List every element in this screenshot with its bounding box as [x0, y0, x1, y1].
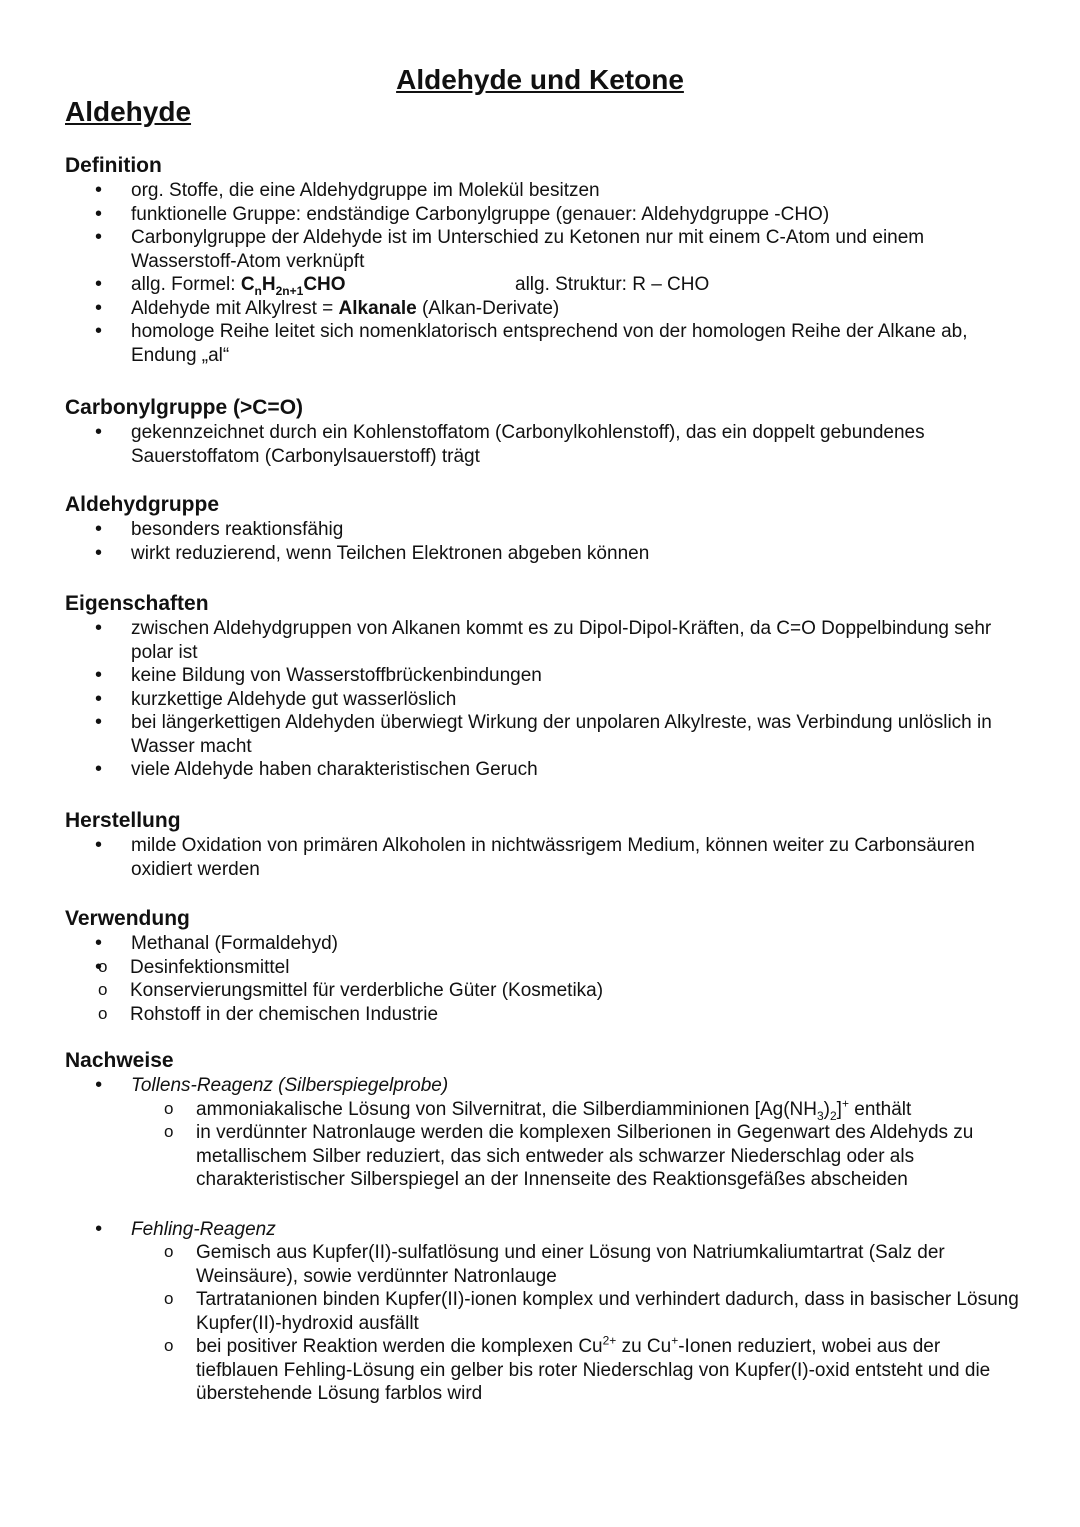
alkyl-note: (Alkan-Derivate) [416, 297, 560, 319]
section-herstellung [65, 808, 1025, 881]
section-verwendung [65, 906, 1025, 1026]
alkyl-text: Aldehyde mit Alkylrest = [131, 297, 339, 319]
general-formula [240, 274, 346, 298]
fehling-list [65, 1218, 1025, 1242]
sub-list-item: o • Desinfektionsmittel [0, 956, 1025, 980]
herstellung-list [65, 834, 1025, 881]
list-item: • kurzkettige Aldehyde gut wasserlöslich [65, 688, 1025, 712]
fehling-text-mid: zu Cu [616, 1336, 672, 1357]
herstellung-heading: Herstellung [65, 809, 181, 832]
nachweise-heading: Nachweise [65, 1049, 174, 1072]
formula-cho: CHO [303, 274, 346, 295]
sub-2: 2 [829, 1108, 837, 1123]
aldehydgruppe-list [65, 518, 1025, 565]
sub-list-item: o Rohstoff in der chemischen Industrie [0, 1003, 1025, 1027]
sup-plus: + [841, 1096, 849, 1111]
list-item: • funktionelle Gruppe: endständige Carbonylgruppe (genauer: Aldehydgruppe -CHO) [65, 203, 1025, 227]
formula-c: C [240, 274, 255, 295]
formula-h: H [261, 274, 276, 295]
tollens-sublist [131, 1098, 1025, 1192]
list-item: • homologe Reihe leitet sich nomenklatorisch entsprechend von der homologen Reihe der Alkane ab, Endung „al“ [65, 320, 1025, 367]
sub-list-item: o in verdünnter Natronlauge werden die komplexen Silberionen in Gegenwart des Aldehyds zu metallischem Silber reduziert, das sich entweder als schwarzer Niederschlag oder als charakteristischer Silberspiegel an der Innenseite des Reaktionsgefäßes abscheiden [65, 1121, 1025, 1192]
tollens-text: ammoniakalische Lösung von Silvernitrat, die Silberdiamminionen [Ag(NH [196, 1098, 817, 1120]
nachweise-list [65, 1074, 1025, 1098]
list-item: • org. Stoffe, die eine Aldehydgruppe im Molekül besitzen [65, 179, 1025, 203]
sup-2plus: 2+ [602, 1333, 617, 1348]
tollens-text-end: enthält [848, 1098, 912, 1120]
sublist-container [65, 956, 1025, 1027]
eigenschaften-list [65, 617, 1025, 782]
verwendung-sublist-wrap [65, 956, 1025, 1027]
sub-list-item [65, 1098, 1025, 1122]
carbonyl-list [65, 421, 1025, 468]
verwendung-list [65, 932, 1025, 956]
fehling-text-end: -Ionen reduziert, wobei aus der tiefblauen Fehling-Lösung ein gelber bis roter Niederschlag von Kupfer(I)-oxid entsteht und die überstehende Lösung farblos wird [196, 1336, 991, 1404]
sup-plus: + [671, 1333, 679, 1348]
list-item: • gekennzeichnet durch ein Kohlenstoffatom (Carbonylkohlenstoff), das ein doppelt gebundenes Sauerstoffatom (Carbonylsauerstoff) trägt [65, 421, 1025, 468]
carbonyl-heading: Carbonylgruppe (>C=O) [65, 396, 304, 419]
formula-2n1: 2n+1 [275, 283, 304, 298]
aldehydgruppe-heading: Aldehydgruppe [65, 493, 220, 516]
section-heading-aldehyde: Aldehyde [65, 96, 192, 127]
list-item: • keine Bildung von Wasserstoffbrückenbindungen [65, 664, 1025, 688]
bracket: ] [836, 1098, 842, 1120]
fehling-text: bei positiver Reaktion werden die komplexen Cu [196, 1336, 603, 1357]
definition-heading: Definition [65, 154, 162, 177]
list-item: • milde Oxidation von primären Alkoholen in nichtwässrigem Medium, können weiter zu Carbonsäuren oxidiert werden [65, 834, 1025, 881]
list-item-alkanale [65, 297, 1025, 321]
formula-n: n [254, 283, 262, 298]
alkanale-term: Alkanale [338, 297, 417, 319]
list-item: • Methanal (Formaldehyd) [65, 932, 1025, 956]
eigenschaften-heading: Eigenschaften [65, 592, 209, 615]
sub-3: 3 [816, 1108, 824, 1123]
page-title: Aldehyde und Ketone [396, 64, 684, 95]
section-aldehydgruppe [65, 492, 1025, 565]
list-item: • viele Aldehyde haben charakteristischen Geruch [65, 758, 1025, 782]
general-structure: allg. Struktur: R – CHO [515, 274, 710, 295]
section-nachweise [65, 1048, 1025, 1406]
tollens-item: • Tollens-Reagenz (Silberspiegelprobe) [65, 1074, 1025, 1098]
definition-list [65, 179, 1025, 367]
section-eigenschaften [65, 591, 1025, 782]
formula-label: allg. Formel: [131, 274, 241, 295]
section-carbonyl [65, 395, 1025, 468]
list-item: • zwischen Aldehydgruppen von Alkanen kommt es zu Dipol-Dipol-Kräften, da C=O Doppelbindung sehr polar ist [65, 617, 1025, 664]
list-item: • wirkt reduzierend, wenn Teilchen Elektronen abgeben können [65, 542, 1025, 566]
paren: ) [823, 1098, 830, 1120]
fehling-item: • Fehling-Reagenz [65, 1218, 1025, 1242]
list-item: • Carbonylgruppe der Aldehyde ist im Unterschied zu Ketonen nur mit einem C-Atom und einem Wasserstoff-Atom verknüpft [65, 226, 1025, 273]
section-definition [65, 153, 1025, 367]
list-item: • besonders reaktionsfähig [65, 518, 1025, 542]
list-item: • bei längerkettigen Aldehyden überwiegt Wirkung der unpolaren Alkylreste, was Verbindung unlöslich in Wasser macht [65, 711, 1025, 758]
verwendung-heading: Verwendung [65, 907, 190, 930]
sub-list-item [65, 1335, 1025, 1406]
verwendung-sublist [65, 956, 1025, 1027]
list-item-formula [65, 273, 1025, 297]
sub-list-item: o Konservierungsmittel für verderbliche Güter (Kosmetika) [0, 979, 1025, 1003]
sub-list-item: o Tartratanionen binden Kupfer(II)-ionen komplex und verhindert dadurch, dass in basischer Lösung Kupfer(II)-hydroxid ausfällt [65, 1288, 1025, 1335]
fehling-sublist [131, 1241, 1025, 1406]
sub-list-item: o Gemisch aus Kupfer(II)-sulfatlösung und einer Lösung von Natriumkaliumtartrat (Salz der Weinsäure), sowie verdünnter Natronlauge [65, 1241, 1025, 1288]
